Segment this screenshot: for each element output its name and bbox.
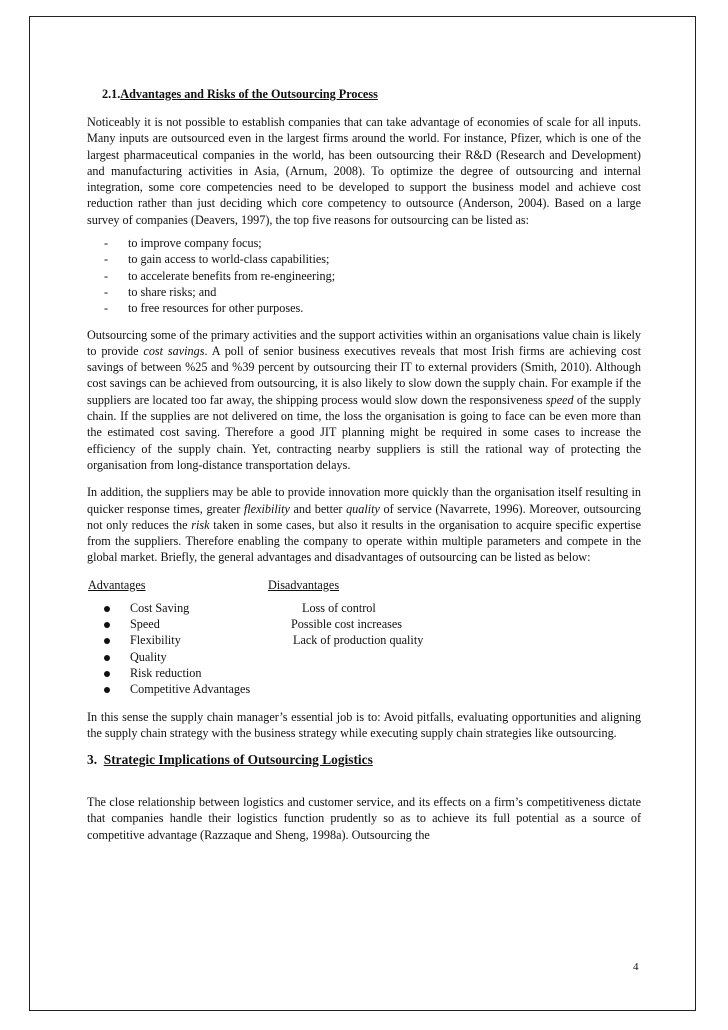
text-run: Outsourcing some of the primary activities and the support activities within an organisations value chain is likely to provide	[87, 327, 641, 358]
dash-marker: -	[104, 284, 109, 299]
list-item-text: Risk reduction	[130, 665, 202, 680]
page-number: 4	[633, 961, 639, 973]
list-item-text: Speed	[130, 617, 160, 632]
text-run: . A poll of senior business executives reveals that most Irish firms are achieving cost savings of between %25 and %39 percent by outsourcing their IT to external providers (Smith, 2010). Although cost savings can be achieved from outsourcing, it is also likely to slow down the supply chain. For example if the suppliers are located too far away, the shipping process would slow down the responsiveness	[87, 343, 642, 407]
bullet-icon	[104, 671, 110, 677]
list-item	[87, 251, 641, 267]
emphasis-quality: quality	[346, 501, 380, 516]
section-2-1-heading	[102, 86, 641, 102]
list-item	[87, 665, 641, 681]
page-content	[87, 86, 641, 843]
paragraph-supplier-innovation	[87, 484, 641, 565]
dash-marker: -	[104, 236, 109, 251]
comparison-table	[87, 600, 641, 698]
disadvantages-list	[87, 600, 424, 649]
list-item-text: Flexibility	[130, 633, 181, 648]
advantages-heading: Advantages	[88, 577, 146, 592]
list-item-text: to improve company focus;	[128, 236, 262, 251]
list-item-text: Competitive Advantages	[130, 682, 251, 697]
list-item-text: to accelerate benefits from re-engineering;	[128, 268, 336, 283]
emphasis-flexibility: flexibility	[243, 501, 290, 516]
section-2-1-title: Advantages and Risks of the Outsourcing Process	[120, 87, 378, 101]
bullet-icon	[104, 687, 110, 693]
paragraph-manager-job: In this sense the supply chain manager’s essential job is to: Avoid pitfalls, evaluating opportunities and aligning the supply chain strategy with the business strategy while executing supply chain strategies like outsourcing.	[87, 709, 641, 740]
list-item: Possible cost increases	[291, 617, 403, 632]
list-item-text: Quality	[130, 649, 167, 664]
dash-marker: -	[104, 268, 109, 283]
section-3-number: 3.	[87, 752, 98, 768]
dash-marker: -	[104, 301, 109, 316]
list-item	[87, 284, 641, 300]
list-item	[87, 681, 641, 697]
outsourcing-reasons-list	[87, 235, 641, 316]
list-item-text: to gain access to world-class capabilities;	[128, 252, 330, 267]
list-item-text: to share risks; and	[128, 284, 217, 299]
disadvantages-heading: Disadvantages	[268, 577, 340, 592]
text-run: of service (Navarrete, 1996). Moreover, outsourcing not only reduces the	[87, 501, 641, 532]
emphasis-speed: speed	[545, 392, 574, 407]
emphasis-risk: risk	[191, 517, 210, 532]
dash-marker: -	[104, 252, 109, 267]
list-item-text: to free resources for other purposes.	[128, 301, 304, 316]
section-2-1-number: 2.1.	[102, 87, 121, 101]
list-item	[87, 649, 641, 665]
paragraph-outsourcing-intro: Noticeably it is not possible to establish companies that can take advantage of economies of scale for all inputs. Many inputs are outsourced even in the largest firms around the world. For instance, Pfizer, which is one of the largest pharmaceutical companies in the world, has been outsourcing their R&D (Research and Development) and manufacturing activities in Asia, (Arnum, 2008). To optimize the degree of outsourcing and internal integration, some core competencies need to be developed to support the business model and achieve cost reduction rather than just deciding which core competency to outsource (Anderson, 2004). Based on a large survey of companies (Deavers, 1997), the top five reasons for outsourcing can be listed as:	[87, 115, 641, 227]
emphasis-cost-savings: cost savings	[143, 343, 205, 358]
bullet-icon	[104, 655, 110, 661]
list-item: Loss of control	[302, 600, 376, 615]
text-run: of the supply chain. If the supplies are not delivered on time, the loss the organisation is going to face can be even more than the estimated cost saving. Therefore a good JIT planning might be required in some cases to increase the efficiency of the supply chain. Yet, contracting nearby suppliers is still the rational way of protecting the organisation from long-distance transportation delays.	[87, 392, 641, 472]
list-item	[87, 235, 641, 251]
paragraph-logistics: The close relationship between logistics and customer service, and its effects on a firm’s competitiveness dictate that companies handle their logistics function prudently so as to achieve its full potential as a source of competitive advantage (Razzaque and Sheng, 1998a). Outsourcing the	[87, 795, 641, 842]
text-run: and better	[289, 501, 347, 516]
list-item	[87, 268, 641, 284]
section-3-heading	[87, 751, 641, 769]
comparison-headings	[87, 577, 641, 593]
list-item: Lack of production quality	[293, 633, 424, 648]
paragraph-cost-savings	[87, 327, 641, 474]
text-run: In addition, the suppliers may be able to provide innovation more quickly than the organisation itself resulting in quicker response times, greater	[87, 485, 641, 516]
section-3-title: Strategic Implications of Outsourcing Logistics	[103, 752, 373, 768]
list-item-text: Cost Saving	[130, 600, 190, 615]
text-run: taken in some cases, but also it results in the organisation to acquire specific expertise from the suppliers. Therefore enabling the company to operate within multiple parameters and compete in the global market. Briefly, the general advantages and disadvantages of outsourcing can be listed as below:	[87, 517, 641, 565]
list-item	[87, 300, 641, 316]
